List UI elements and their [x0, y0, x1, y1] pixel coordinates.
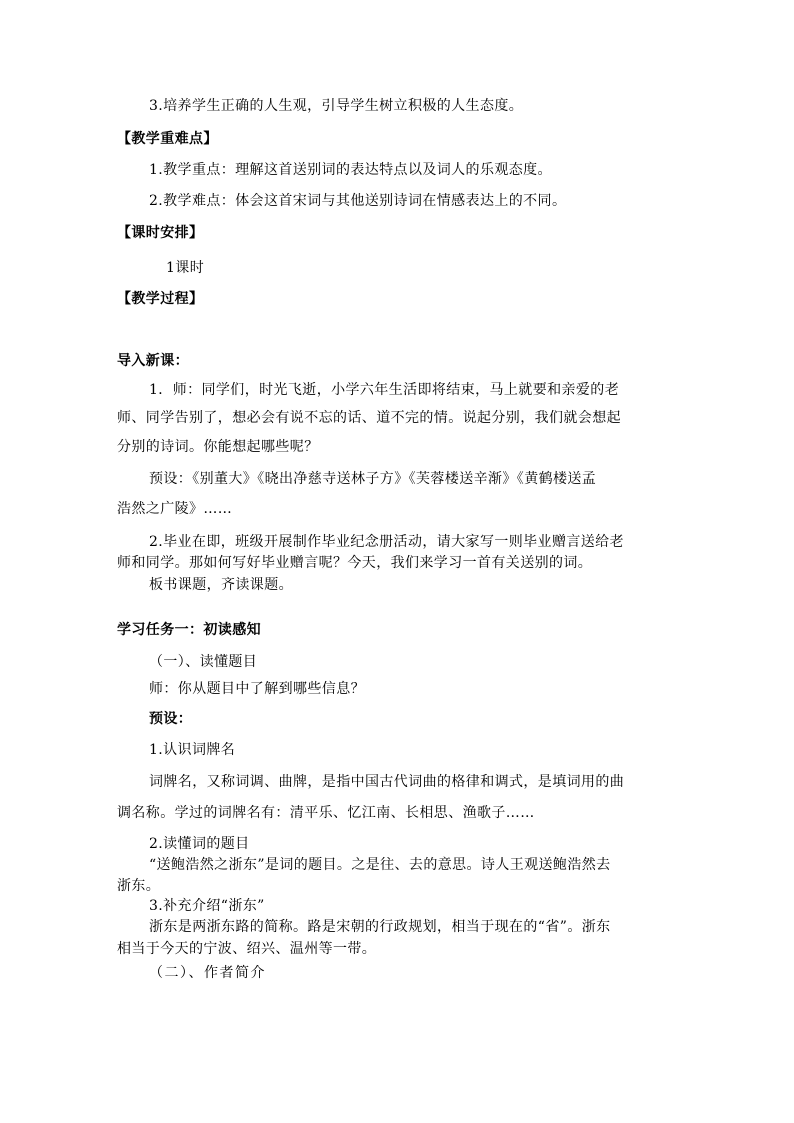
key-point-item: 1.教学重点：理解这首送别词的表达特点以及词人的乐观态度。 — [149, 162, 552, 178]
difficulty-item: 2.教学难点：体会这首宋词与其他送别诗词在情感表达上的不同。 — [149, 193, 567, 209]
task1-item-3-title: 3.补充介绍“浙东” — [149, 898, 265, 914]
intro-paragraph-1-line-1: 1．师：同学们，时光飞逝，小学六年生活即将结束，马上就要和亲爱的老 — [149, 382, 620, 398]
task1-item-1-title: 1.认识词牌名 — [149, 742, 236, 758]
task1-item-1-line-1: 词牌名，又称词调、曲牌，是指中国古代词曲的格律和调式，是填词用的曲 — [149, 774, 625, 790]
task1-item-2-line-2: 浙东。 — [117, 878, 161, 894]
objective-item-3: 3.培养学生正确的人生观，引导学生树立积极的人生态度。 — [149, 98, 524, 114]
intro-paragraph-2-line-2: 师和同学。那如何写好毕业赠言呢？今天，我们来学习一首有关送别的词。 — [117, 555, 593, 571]
task1-item-3-line-1: 浙东是两浙东路的简称。路是宋朝的行政规划，相当于现在的“省”。浙东 — [149, 919, 611, 935]
intro-paragraph-2-line-1: 2.毕业在即，班级开展制作毕业纪念册活动，请大家写一则毕业赠言送给老 — [149, 534, 624, 550]
task1-heading: 学习任务一：初读感知 — [117, 622, 261, 638]
intro-paragraph-1-line-2: 师、同学告别了，想必会有说不忘的话、道不完的情。说起分别，我们就会想起 — [117, 410, 621, 426]
task1-section-2-title: （二）、作者简介 — [149, 965, 266, 981]
schedule-heading: 【课时安排】 — [117, 225, 204, 241]
intro-paragraph-1-line-3: 分别的诗词。你能想起哪些呢？ — [117, 439, 319, 455]
intro-heading: 导入新课： — [117, 353, 189, 369]
intro-preset-line-1: 预设：《别董大》《晓出净慈寺送林子方》《芙蓉楼送辛渐》《黄鹤楼送孟 — [149, 471, 597, 487]
task1-section-1-title: （一）、读懂题目 — [149, 654, 258, 670]
task1-item-1-line-2: 调名称。学过的词牌名有：清平乐、忆江南、长相思、渔歌子…… — [117, 805, 535, 821]
task1-question: 师：你从题目中了解到哪些信息？ — [149, 681, 365, 697]
intro-preset-line-2: 浩然之广陵》…… — [117, 501, 233, 517]
task1-item-2-title: 2.读懂词的题目 — [149, 836, 250, 852]
schedule-value: 1课时 — [166, 260, 205, 276]
key-points-heading: 【教学重难点】 — [117, 131, 218, 147]
intro-paragraph-2-line-3: 板书课题，齐读课题。 — [149, 577, 293, 593]
process-heading: 【教学过程】 — [117, 291, 204, 307]
task1-item-3-line-2: 相当于今天的宁波、绍兴、温州等一带。 — [117, 941, 377, 957]
task1-item-2-line-1: “送鲍浩然之浙东”是词的题目。之是往、去的意思。诗人王观送鲍浩然去 — [149, 857, 611, 873]
task1-preset-label: 预设： — [149, 711, 193, 727]
